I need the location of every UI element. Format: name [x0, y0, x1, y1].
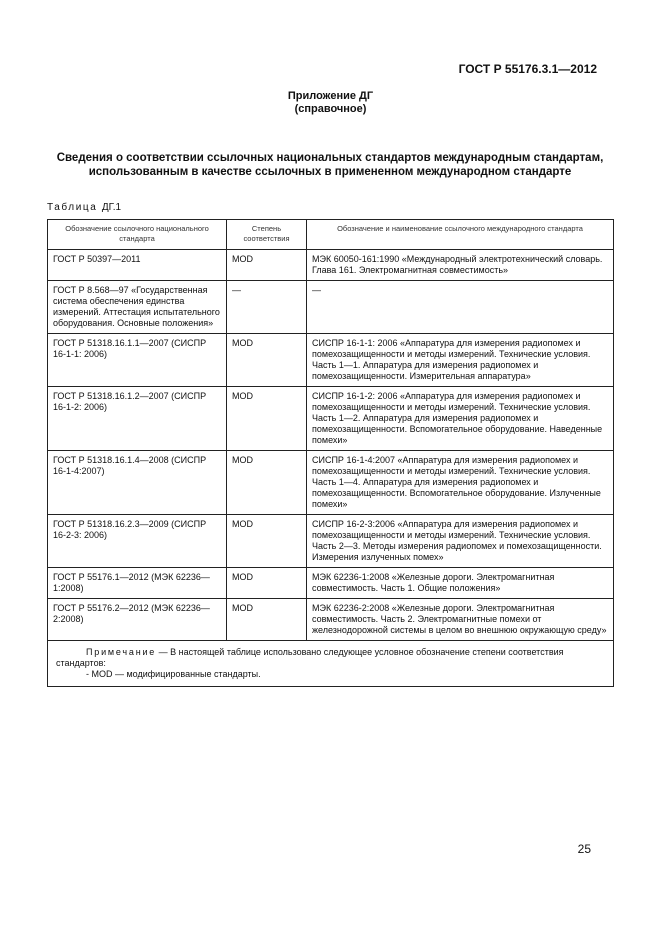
international-standard-cell: —	[307, 281, 614, 334]
degree-cell: MOD	[227, 451, 307, 515]
national-standard-cell: ГОСТ Р 8.568—97 «Государственная система обеспечения единства измерений. Аттестация испытательного оборудования. Основные положения»	[48, 281, 227, 334]
degree-cell: MOD	[227, 599, 307, 641]
international-standard-cell: СИСПР 16-1-2: 2006 «Аппаратура для измерения радиопомех и помехозащищенности и методы измерений. Технические условия. Часть 1—2. Аппаратура для измерения радиопомех и помехозащищенности. Вспомогательное оборудование. Наведенные помехи»	[307, 387, 614, 451]
national-standard-cell: ГОСТ Р 51318.16.2.3—2009 (СИСПР 16-2-3: 2006)	[48, 515, 227, 568]
international-standard-cell: СИСПР 16-1-4:2007 «Аппаратура для измерения радиопомех и помехозащищенности и методы измерений. Технические условия. Часть 1—4. Аппаратура для измерения радиопомех и помехозащищенности. Вспомогательное оборудование. Излученные помехи»	[307, 451, 614, 515]
table-row	[48, 281, 614, 334]
note-item: - MOD — модифицированные стандарты.	[86, 669, 261, 679]
degree-cell: MOD	[227, 515, 307, 568]
international-standard-cell: МЭК 60050-161:1990 «Международный электротехнический словарь. Глава 161. Электромагнитная совместимость»	[307, 250, 614, 281]
national-standard-cell: ГОСТ Р 55176.2—2012 (МЭК 62236—2:2008)	[48, 599, 227, 641]
table-row	[48, 515, 614, 568]
international-standard-cell: МЭК 62236-2:2008 «Железные дороги. Электромагнитная совместимость. Часть 2. Электромагнитные помехи от железнодорожной системы в целом во внешнюю окружающую среду»	[307, 599, 614, 641]
page-number: 25	[577, 842, 591, 856]
international-standard-cell: СИСПР 16-1-1: 2006 «Аппаратура для измерения радиопомех и помехозащищенности и методы измерений. Технические условия. Часть 1—1. Аппаратура для измерения радиопомех и помехозащищенности. Измерительная аппаратура»	[307, 334, 614, 387]
correspondence-table	[47, 219, 614, 687]
table-note-row	[48, 641, 614, 687]
table-caption-label: Таблица	[47, 202, 98, 213]
note-lead	[56, 647, 605, 669]
national-standard-cell: ГОСТ Р 51318.16.1.2—2007 (СИСПР 16-1-2: 2006)	[48, 387, 227, 451]
degree-cell: MOD	[227, 568, 307, 599]
annex-subtitle: (справочное)	[294, 103, 367, 115]
national-standard-cell: ГОСТ Р 55176.1—2012 (МЭК 62236—1:2008)	[48, 568, 227, 599]
header-national-standard: Обозначение ссылочного национального стандарта	[48, 220, 227, 250]
table-caption	[47, 202, 121, 213]
degree-cell: MOD	[227, 334, 307, 387]
table-row	[48, 334, 614, 387]
international-standard-cell: СИСПР 16-2-3:2006 «Аппаратура для измерения радиопомех и помехозащищенности и методы измерений. Технические условия. Часть 2—3. Методы измерения радиопомех и помехозащищенности. Измерения излученных помех»	[307, 515, 614, 568]
table-row	[48, 451, 614, 515]
annex-title: Приложение ДГ	[287, 90, 374, 102]
section-title: Сведения о соответствии ссылочных национальных стандартов международным стандартам, использованным в качестве ссылочных в примененном международном стандарте	[56, 152, 604, 178]
national-standard-cell: ГОСТ Р 51318.16.1.1—2007 (СИСПР 16-1-1: 2006)	[48, 334, 227, 387]
annex-heading	[0, 90, 661, 116]
national-standard-cell: ГОСТ Р 51318.16.1.4—2008 (СИСПР 16-1-4:2007)	[48, 451, 227, 515]
header-international-standard: Обозначение и наименование ссылочного международного стандарта	[307, 220, 614, 250]
table-note	[48, 641, 614, 687]
table-row	[48, 387, 614, 451]
header-degree: Степень соответствия	[227, 220, 307, 250]
document-number: ГОСТ Р 55176.3.1—2012	[458, 62, 597, 76]
international-standard-cell: МЭК 62236-1:2008 «Железные дороги. Электромагнитная совместимость. Часть 1. Общие положения»	[307, 568, 614, 599]
table-row	[48, 599, 614, 641]
degree-cell: MOD	[227, 387, 307, 451]
table-caption-number: ДГ.1	[101, 202, 122, 213]
national-standard-cell: ГОСТ Р 50397—2011	[48, 250, 227, 281]
table-row	[48, 250, 614, 281]
degree-cell: MOD	[227, 250, 307, 281]
note-label: Примечание	[86, 647, 157, 657]
table-header-row	[48, 220, 614, 250]
degree-cell: —	[227, 281, 307, 334]
table-row	[48, 568, 614, 599]
note-text: — В настоящей таблице использовано следующее условное обозначение степени соответствия стандартов:	[56, 647, 564, 668]
